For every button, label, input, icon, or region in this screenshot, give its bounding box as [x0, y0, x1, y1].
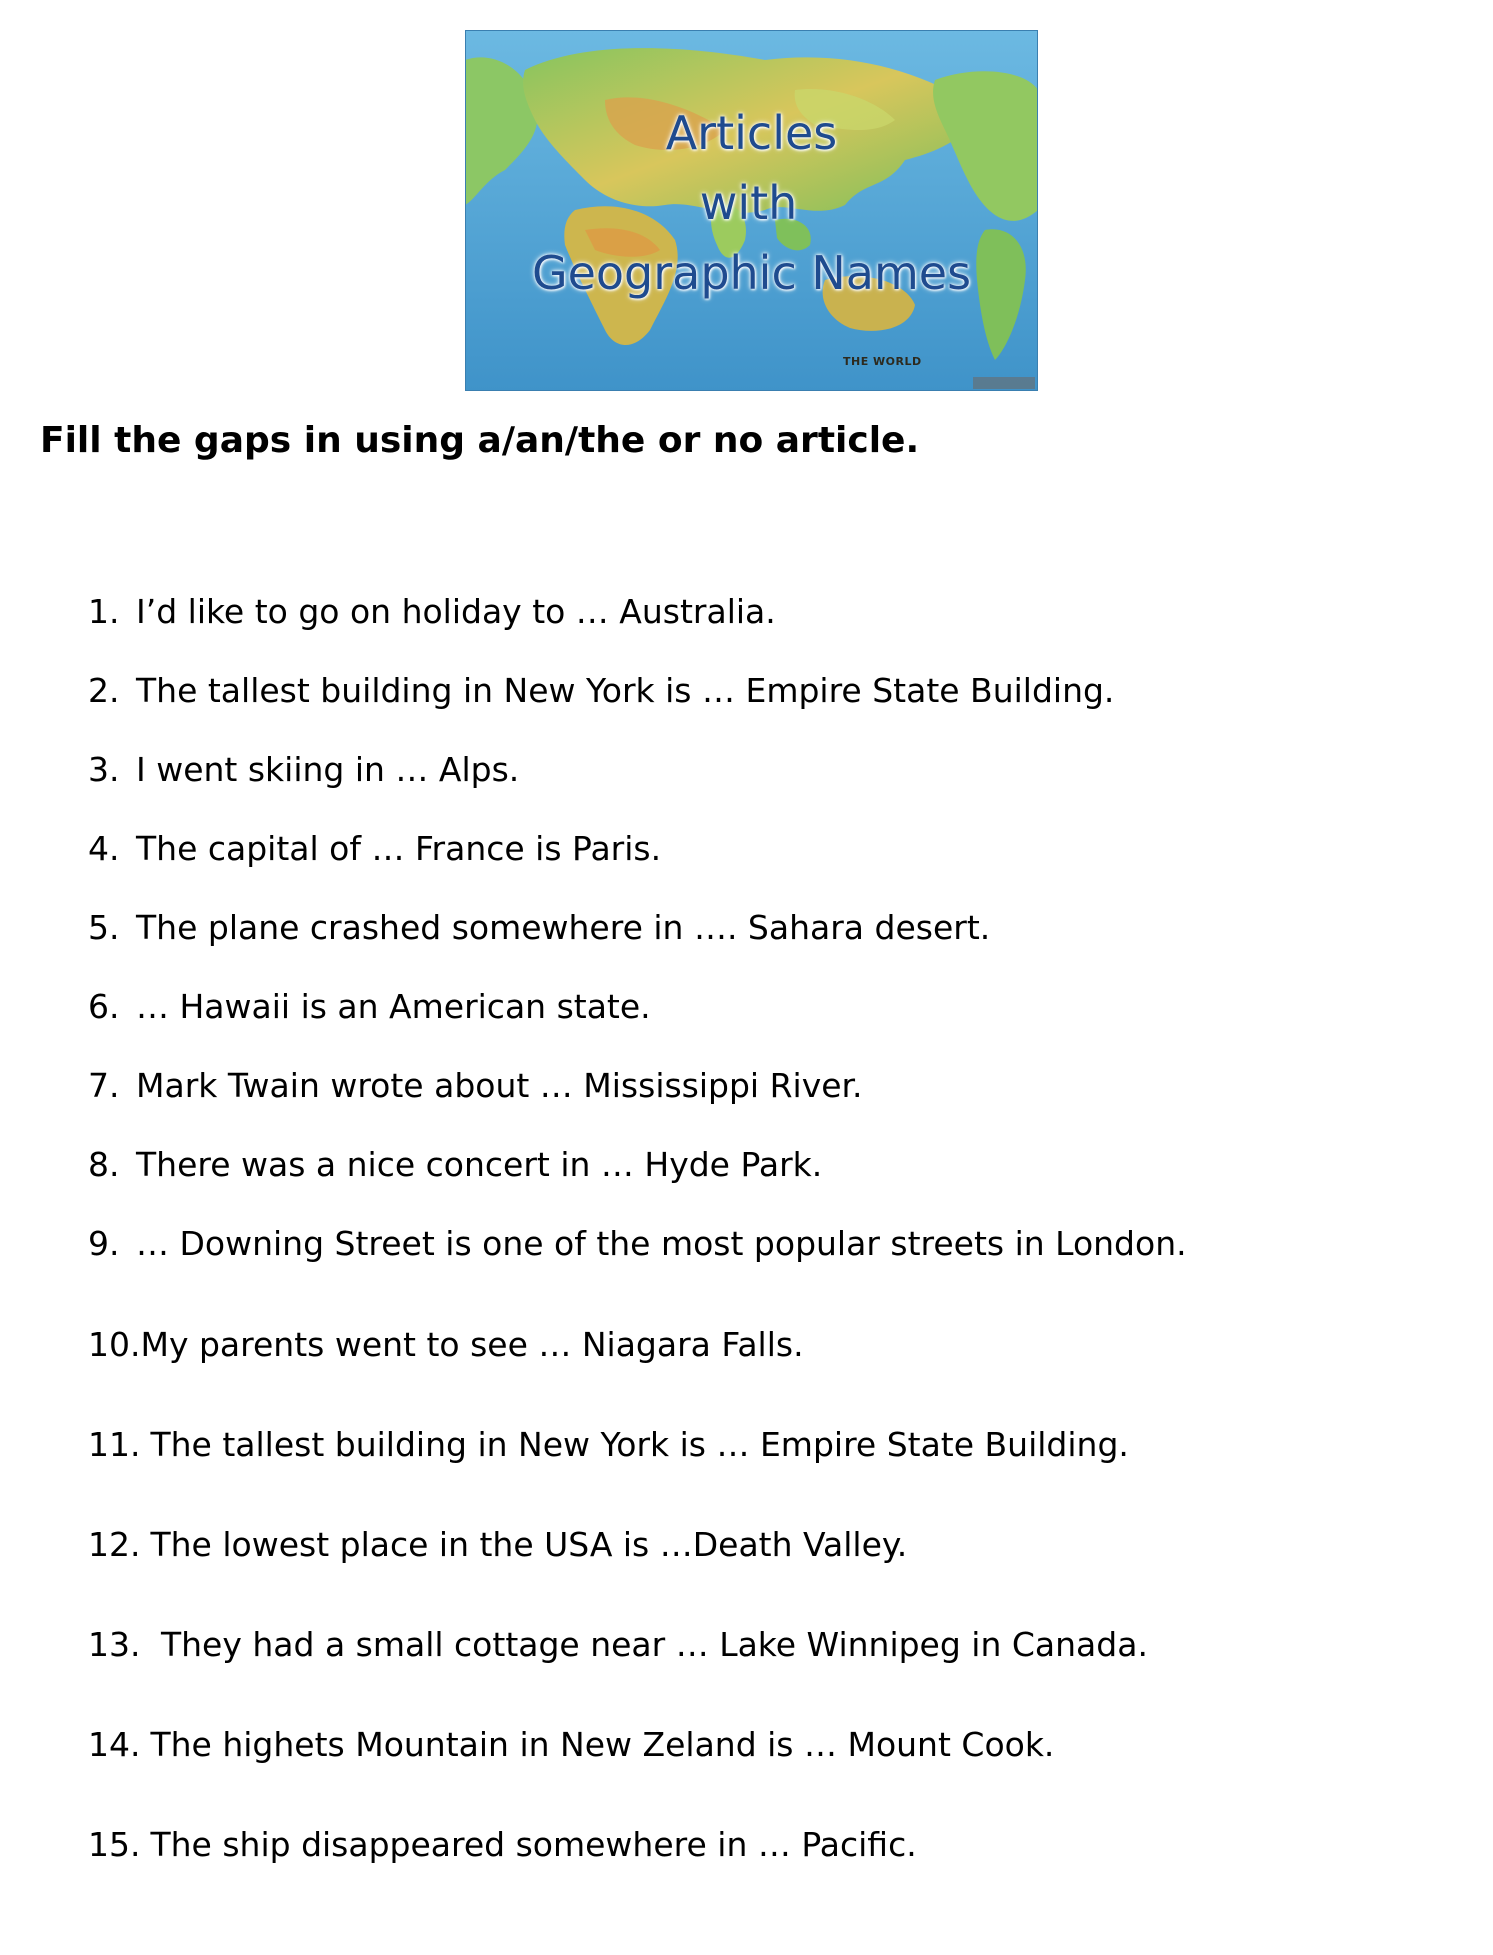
item-text: Mark Twain wrote about … Mississippi River.	[136, 1066, 863, 1105]
exercise-item-9	[88, 1224, 1187, 1264]
item-number: 10.	[88, 1325, 141, 1364]
item-text: The plane crashed somewhere in …. Sahara desert.	[136, 908, 991, 947]
item-number: 12.	[88, 1525, 141, 1564]
item-number: 11.	[88, 1425, 141, 1464]
exercise-item-11	[88, 1425, 1129, 1465]
exercise-item-4	[88, 829, 661, 869]
item-number: 15.	[88, 1825, 141, 1864]
exercise-item-3	[88, 750, 519, 790]
exercise-item-12	[88, 1525, 907, 1565]
title-line-with: with	[699, 176, 798, 230]
exercise-item-2	[88, 671, 1114, 711]
item-number: 13.	[88, 1625, 141, 1664]
item-text: The lowest place in the USA is …Death Valley.	[150, 1525, 908, 1564]
exercise-item-5	[88, 908, 990, 948]
item-number: 4.	[88, 829, 120, 868]
item-number: 3.	[88, 750, 120, 789]
item-number: 14.	[88, 1725, 141, 1764]
exercise-item-10	[88, 1325, 804, 1365]
item-text: My parents went to see … Niagara Falls.	[140, 1325, 804, 1364]
item-text: … Downing Street is one of the most popular streets in London.	[136, 1224, 1187, 1263]
title-line-geographic-names: Geographic Names	[531, 246, 972, 300]
item-number: 5.	[88, 908, 120, 947]
map-caption: THE WORLD	[843, 355, 922, 368]
item-text: … Hawaii is an American state.	[136, 987, 651, 1026]
item-number: 9.	[88, 1224, 120, 1263]
item-text: The tallest building in New York is … Empire State Building.	[136, 671, 1115, 710]
exercise-item-1	[88, 592, 776, 632]
exercise-item-6	[88, 987, 651, 1027]
exercise-item-13	[88, 1625, 1148, 1665]
exercise-item-15	[88, 1825, 917, 1865]
item-text: The highets Mountain in New Zeland is … Mount Cook.	[150, 1725, 1055, 1764]
instruction-heading: Fill the gaps in using a/an/the or no article.	[40, 420, 920, 461]
item-text: The capital of … France is Paris.	[136, 829, 662, 868]
item-number: 6.	[88, 987, 120, 1026]
item-number: 1.	[88, 592, 120, 631]
item-text: There was a nice concert in … Hyde Park.	[136, 1145, 823, 1184]
exercise-item-8	[88, 1145, 822, 1185]
item-text: The ship disappeared somewhere in … Pacific.	[150, 1825, 917, 1864]
item-number: 8.	[88, 1145, 120, 1184]
item-text: The tallest building in New York is … Empire State Building.	[150, 1425, 1129, 1464]
item-text: I’d like to go on holiday to … Australia.	[136, 592, 776, 631]
exercise-item-7	[88, 1066, 863, 1106]
item-text: I went skiing in … Alps.	[136, 750, 520, 789]
title-line-articles: Articles	[665, 106, 838, 160]
title-banner-map	[465, 30, 1038, 391]
exercise-item-14	[88, 1725, 1054, 1765]
worksheet-title	[465, 98, 1038, 308]
item-text: They had a small cottage near … Lake Winnipeg in Canada.	[150, 1625, 1148, 1664]
item-number: 2.	[88, 671, 120, 710]
item-number: 7.	[88, 1066, 120, 1105]
